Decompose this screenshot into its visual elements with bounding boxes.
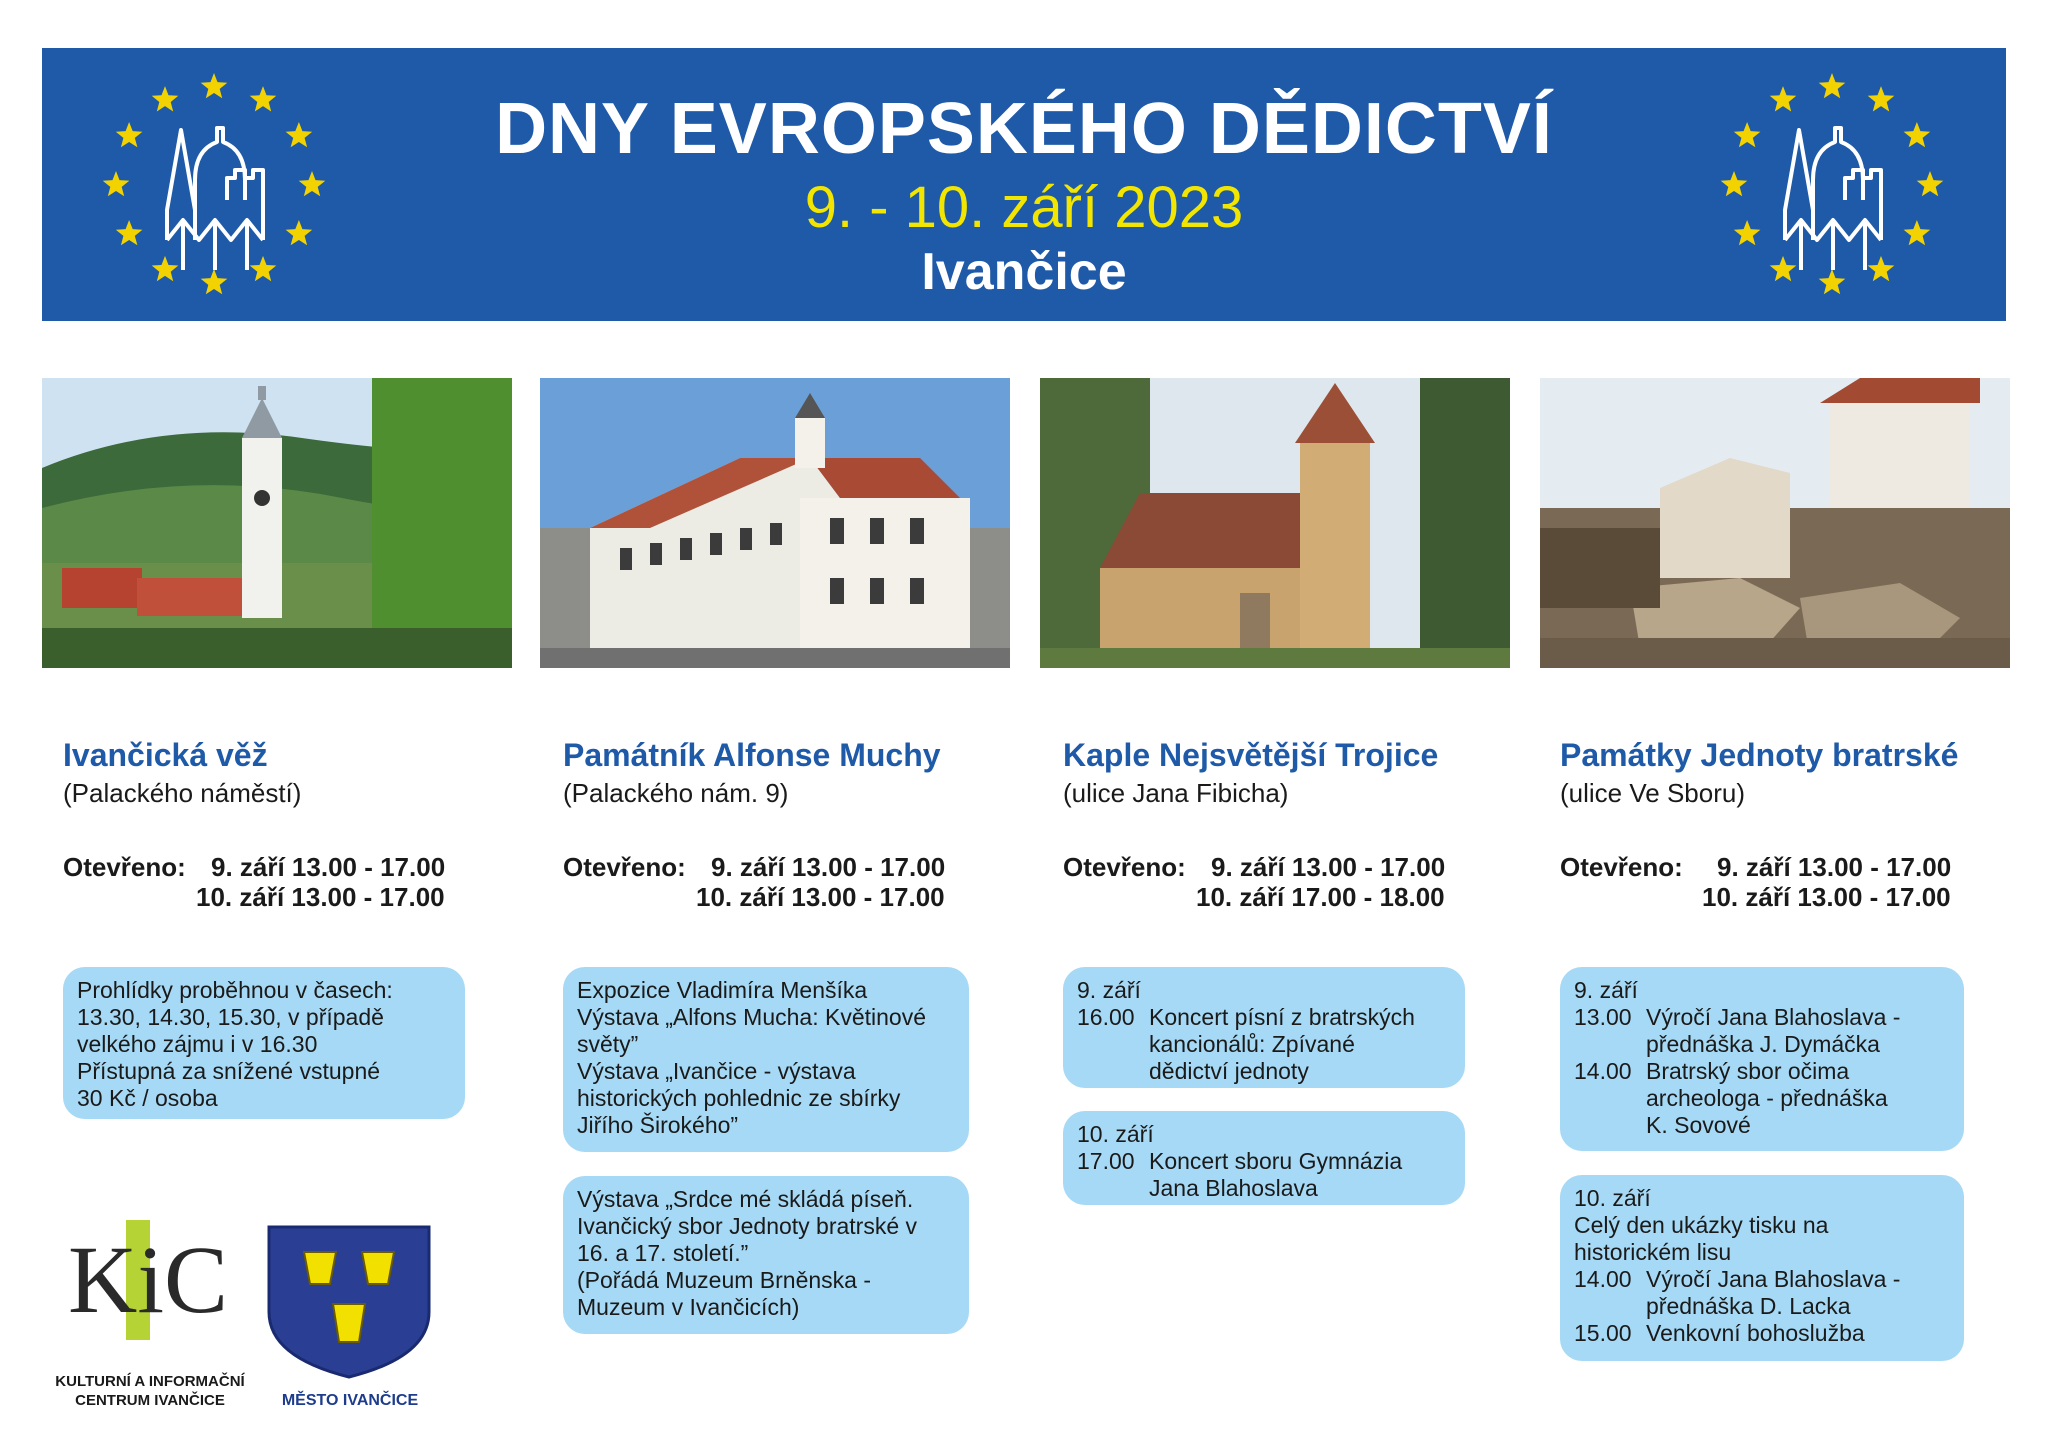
event-line: Jana Blahoslava — [1149, 1175, 1318, 1201]
program-day: 10. září — [1574, 1185, 1651, 1211]
event-line: Koncert písní z bratrských — [1149, 1004, 1415, 1030]
star-icon — [1734, 122, 1761, 147]
opening-hours — [1560, 852, 1980, 912]
info-line: světy” — [577, 1031, 639, 1057]
program-event — [1077, 1004, 1451, 1085]
event-line: přednáška D. Lacka — [1646, 1293, 1851, 1319]
opening-hours — [1063, 852, 1483, 912]
hours-day-2: 10. září 13.00 - 17.00 — [1702, 882, 1951, 912]
info-line: Prohlídky proběhnou v časech: — [77, 977, 393, 1003]
venue-name: Památky Jednoty bratrské — [1560, 737, 1959, 773]
kic-caption-line: CENTRUM IVANČICE — [75, 1392, 225, 1409]
hours-day-2: 10. září 13.00 - 17.00 — [196, 882, 445, 912]
program-note: Celý den ukázky tisku na — [1574, 1212, 1829, 1238]
event-time: 17.00 — [1077, 1148, 1135, 1174]
info-line: Výstava „Alfons Mucha: Květinové — [577, 1004, 926, 1030]
program-box-day-1 — [1063, 967, 1465, 1088]
venue-mucha-memorial — [563, 735, 1023, 809]
hours-day-2: 10. září 13.00 - 17.00 — [696, 882, 945, 912]
info-line: velkého zájmu i v 16.30 — [77, 1031, 318, 1057]
program-day: 10. září — [1077, 1121, 1154, 1147]
city-coat-of-arms-icon — [264, 1222, 434, 1382]
program-event — [1574, 1266, 1950, 1320]
program-box-day-1 — [1560, 967, 1964, 1151]
page-title: DNY EVROPSKÉHO DĚDICTVÍ — [495, 89, 1553, 169]
venue-ivancice-tower — [63, 735, 523, 809]
venue-unity-brethren-monuments — [1560, 735, 2020, 809]
info-line: 16. a 17. století.” — [577, 1240, 749, 1266]
star-icon — [1868, 86, 1895, 111]
kic-caption — [40, 1372, 260, 1410]
star-icon — [1770, 86, 1797, 111]
star-icon — [1904, 220, 1931, 245]
venue-address: (ulice Jana Fibicha) — [1063, 778, 1289, 808]
program-note: historickém lisu — [1574, 1239, 1732, 1265]
photo-mucha-memorial — [540, 378, 1010, 668]
star-icon — [1904, 122, 1931, 147]
event-time: 14.00 — [1574, 1266, 1632, 1292]
info-line: Expozice Vladimíra Menšíka — [577, 977, 868, 1003]
star-icon — [1917, 171, 1944, 196]
photo-trinity-chapel — [1040, 378, 1510, 668]
info-line: Výstava „Srdce mé skládá píseň. — [577, 1186, 914, 1212]
venue-name: Památník Alfonse Muchy — [563, 737, 941, 773]
info-line: Muzeum v Ivančicích) — [577, 1294, 800, 1320]
event-line: dědictví jednoty — [1149, 1058, 1309, 1084]
star-icon — [1819, 269, 1846, 294]
event-line: kancionálů: Zpívané — [1149, 1031, 1355, 1057]
venue-name: Ivančická věž — [63, 737, 268, 773]
event-dates: 9. - 10. září 2023 — [804, 175, 1244, 240]
event-line: Bratrský sbor očima — [1646, 1058, 1850, 1084]
info-line: Ivančický sbor Jednoty bratrské v — [577, 1213, 918, 1239]
hours-label: Otevřeno: — [63, 852, 186, 882]
info-line: Přístupná za snížené vstupné — [77, 1058, 381, 1084]
event-line: archeologa - přednáška — [1646, 1085, 1888, 1111]
program-day: 9. září — [1574, 977, 1638, 1003]
star-icon — [1734, 220, 1761, 245]
info-line: 13.30, 14.30, 15.30, v případě — [77, 1004, 384, 1030]
program-box-day-2 — [1560, 1175, 1964, 1361]
venue-trinity-chapel — [1063, 735, 1523, 809]
heritage-days-emblem-icon — [1717, 70, 1947, 300]
event-time: 15.00 — [1574, 1320, 1632, 1346]
program-day: 9. září — [1077, 977, 1141, 1003]
event-time: 13.00 — [1574, 1004, 1632, 1030]
hours-day-1: 9. září 13.00 - 17.00 — [211, 852, 446, 882]
event-town: Ivančice — [921, 243, 1127, 301]
kic-logo-mark: KiC — [67, 1226, 229, 1333]
program-box-day-2 — [1063, 1111, 1465, 1205]
star-icon — [1819, 73, 1846, 98]
hours-day-1: 9. září 13.00 - 17.00 — [1717, 852, 1952, 882]
hours-label: Otevřeno: — [1560, 852, 1683, 882]
info-line: Výstava „Ivančice - výstava — [577, 1058, 856, 1084]
header-banner — [42, 48, 2006, 321]
venue-address: (Palackého náměstí) — [63, 778, 302, 808]
hours-day-1: 9. září 13.00 - 17.00 — [1211, 852, 1446, 882]
hours-day-1: 9. září 13.00 - 17.00 — [711, 852, 946, 882]
program-event — [1574, 1320, 1950, 1347]
program-event — [1574, 1004, 1950, 1058]
info-box — [563, 967, 969, 1152]
info-box-exhibition — [563, 1176, 969, 1334]
program-event — [1574, 1058, 1950, 1139]
event-time: 14.00 — [1574, 1058, 1632, 1084]
event-line: přednáška J. Dymáčka — [1646, 1031, 1880, 1057]
event-line: Venkovní bohoslužba — [1646, 1320, 1865, 1346]
info-line: historických pohlednic ze sbírky — [577, 1085, 901, 1111]
city-caption: MĚSTO IVANČICE — [281, 1392, 419, 1409]
event-line: Výročí Jana Blahoslava - — [1646, 1266, 1901, 1292]
kic-caption-line: KULTURNÍ A INFORMAČNÍ — [55, 1373, 245, 1390]
info-line: 30 Kč / osoba — [77, 1085, 218, 1111]
opening-hours — [63, 852, 483, 912]
venue-name: Kaple Nejsvětější Trojice — [1063, 737, 1439, 773]
event-line: K. Sovové — [1646, 1112, 1751, 1138]
kic-logo — [48, 1220, 248, 1340]
hours-label: Otevřeno: — [563, 852, 686, 882]
hours-label: Otevřeno: — [1063, 852, 1186, 882]
program-event — [1077, 1148, 1451, 1202]
opening-hours — [563, 852, 983, 912]
info-line: Jiřího Širokého” — [577, 1112, 739, 1138]
star-icon — [1721, 171, 1748, 196]
star-icon — [1868, 256, 1895, 281]
hours-day-2: 10. září 17.00 - 18.00 — [1196, 882, 1445, 912]
venue-address: (ulice Ve Sboru) — [1560, 778, 1745, 808]
info-box — [63, 967, 465, 1119]
event-line: Výročí Jana Blahoslava - — [1646, 1004, 1901, 1030]
venue-address: (Palackého nám. 9) — [563, 778, 789, 808]
event-time: 16.00 — [1077, 1004, 1135, 1030]
event-line: Koncert sboru Gymnázia — [1149, 1148, 1403, 1174]
photo-unity-brethren-monuments — [1540, 378, 2010, 668]
star-icon — [1770, 256, 1797, 281]
photo-ivancice-tower — [42, 378, 512, 668]
info-line: (Pořádá Muzeum Brněnska - — [577, 1267, 872, 1293]
